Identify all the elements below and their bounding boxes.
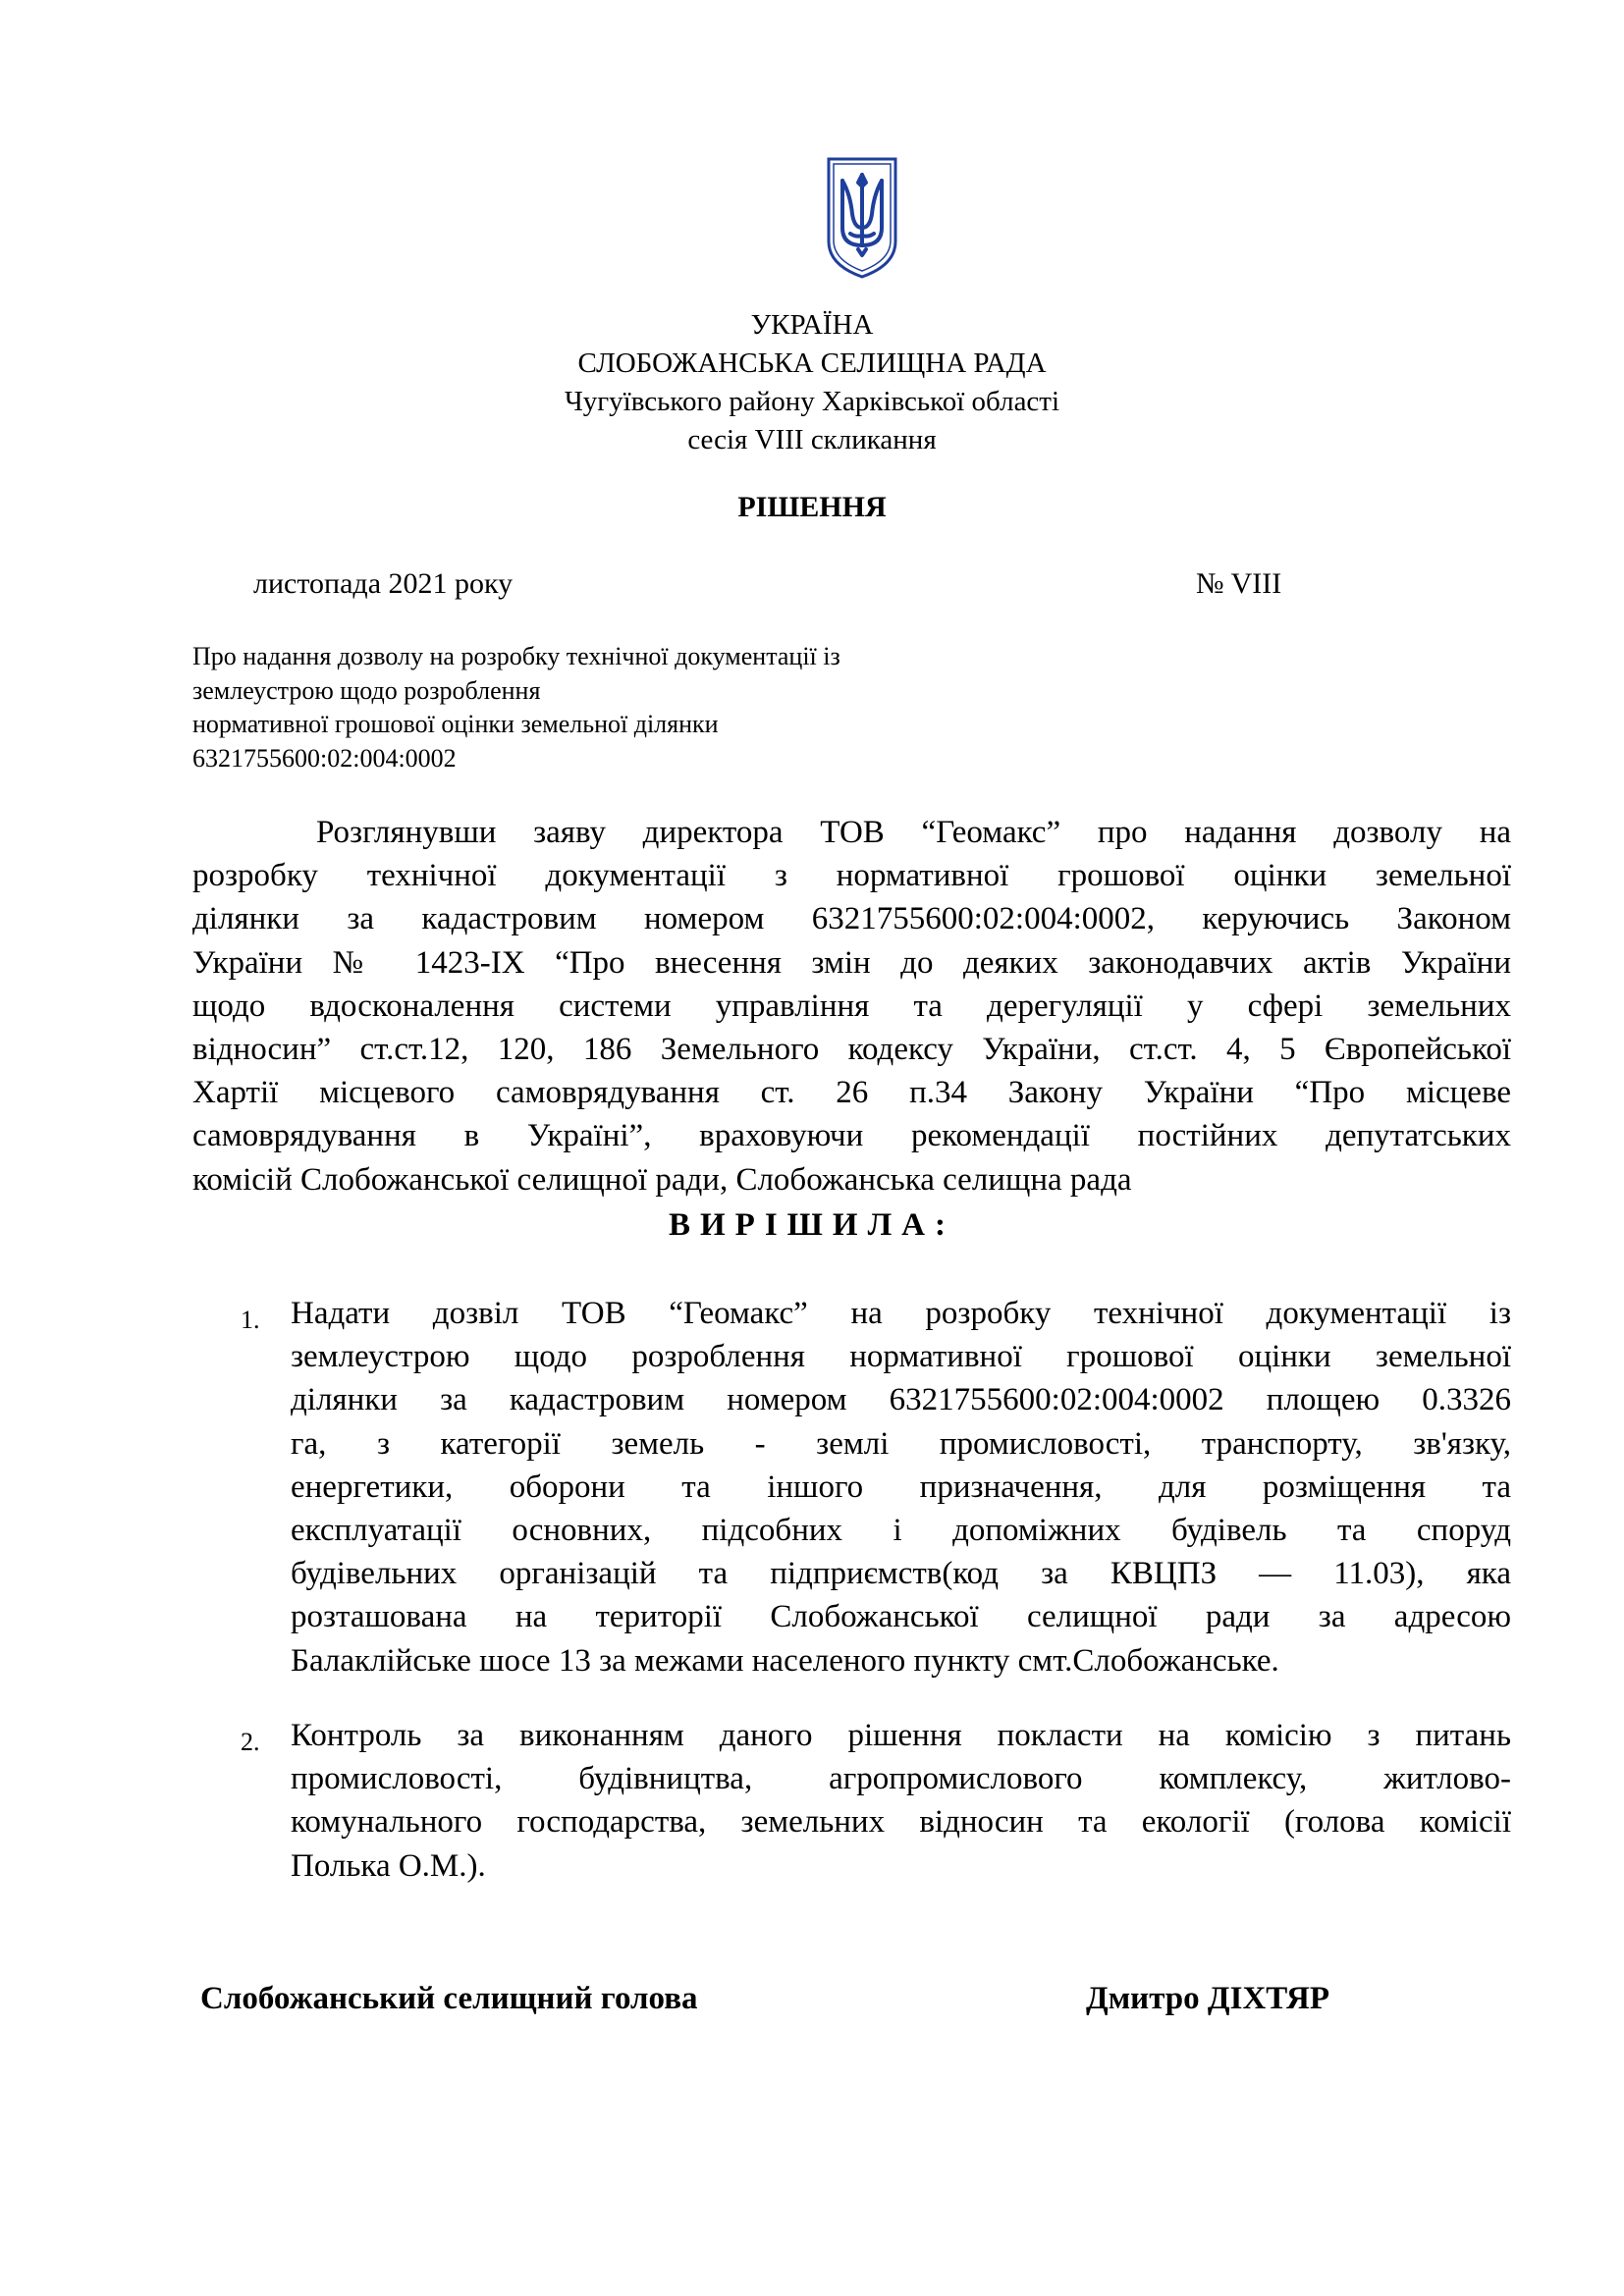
- item-line: га, з категорії земель - землі промисловості, транспорту, зв'язку,: [291, 1425, 1511, 1462]
- signatory-position: Слобожанський селищний голова: [200, 1981, 698, 2016]
- decision-number: № VIII: [1196, 567, 1282, 600]
- decided-heading: ВИРІШИЛА:: [669, 1207, 955, 1243]
- item-line: Контроль за виконанням даного рішення покласти на комісію з питань: [291, 1718, 1511, 1753]
- preamble-line: Розглянувши заяву директора ТОВ “Геомакс” про надання дозволу на: [316, 815, 1511, 850]
- council-name: СЛОБОЖАНСЬКА СЕЛИЩНА РАДА: [577, 347, 1047, 379]
- document-header: [0, 306, 1624, 459]
- item-number: 2.: [241, 1728, 260, 1756]
- subject-line: нормативної грошової оцінки земельної ділянки: [192, 710, 719, 738]
- item-line: Полька О.М.).: [291, 1847, 486, 1884]
- preamble-line: ділянки за кадастровим номером 6321755600:02:004:0002, керуючись Законом: [192, 901, 1511, 937]
- tryzub-coat-of-arms-icon: [823, 155, 901, 281]
- item-line: промисловості, будівництва, агропромислового комплексу, житлово-: [291, 1761, 1511, 1797]
- decision-date: листопада 2021 року: [253, 567, 514, 600]
- item-number: 1.: [241, 1306, 260, 1334]
- country-name: УКРАЇНА: [750, 309, 874, 341]
- item-line: розташована на території Слобожанської селищної ради за адресою: [291, 1599, 1511, 1635]
- region-name: Чугуївського району Харківської області: [564, 386, 1060, 417]
- decision-subject: [192, 640, 840, 775]
- item-line: землеустрою щодо розроблення нормативної грошової оцінки земельної: [291, 1339, 1511, 1375]
- item-line: експлуатації основних, підсобних і допоміжних будівель та споруд: [291, 1513, 1511, 1549]
- document-title: РІШЕННЯ: [737, 491, 887, 523]
- preamble-line: комісій Слобожанської селищної ради, Слобожанська селищна рада: [192, 1161, 1132, 1198]
- item-line: будівельних організацій та підприємств(код за КВЦПЗ — 11.03), яка: [291, 1556, 1511, 1592]
- subject-line: Про надання дозволу на розробку технічної документації із: [192, 642, 840, 670]
- subject-line: 6321755600:02:004:0002: [192, 743, 457, 773]
- signatory-name: Дмитро ДІХТЯР: [1086, 1981, 1330, 2016]
- preamble-line: відносин” ст.ст.12, 120, 186 Земельного кодексу України, ст.ст. 4, 5 Європейської: [192, 1032, 1511, 1068]
- preamble-line: щодо вдосконалення системи управління та дерегуляції у сфері земельних: [192, 988, 1511, 1024]
- item-line: комунального господарства, земельних відносин та екології (голова комісії: [291, 1804, 1511, 1841]
- preamble-line: Хартії місцевого самоврядування ст. 26 п.34 Закону України “Про місцеве: [192, 1075, 1511, 1111]
- item-line: Надати дозвіл ТОВ “Геомакс” на розробку технічної документації із: [291, 1296, 1511, 1331]
- preamble-line: самоврядування в Україні”, враховуючи рекомендації постійних депутатських: [192, 1118, 1511, 1154]
- item-line: ділянки за кадастровим номером 6321755600:02:004:0002 площею 0.3326: [291, 1382, 1511, 1418]
- item-text: [291, 1714, 1511, 1888]
- subject-line: землеустрою щодо розроблення: [192, 675, 541, 705]
- item-line: енергетики, оборони та іншого призначення, для розміщення та: [291, 1468, 1511, 1505]
- item-text: [291, 1292, 1511, 1682]
- item-line: Балаклійське шосе 13 за межами населеного пункту смт.Слобожанське.: [291, 1642, 1279, 1679]
- preamble-line: розробку технічної документації з нормативної грошової оцінки земельної: [192, 858, 1511, 894]
- preamble-paragraph: [192, 811, 1511, 1201]
- preamble-line: України № 1423-IX “Про внесення змін до деяких законодавчих актів України: [192, 944, 1511, 981]
- session-name: сесія VIII скликання: [687, 424, 937, 455]
